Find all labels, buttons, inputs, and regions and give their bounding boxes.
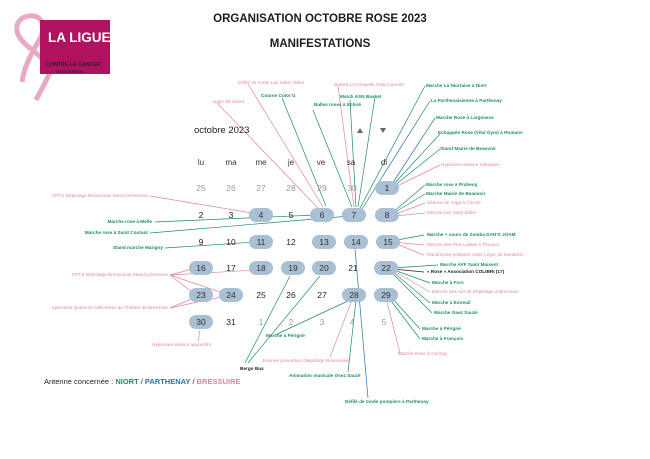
calendar-day[interactable]: 21 — [348, 263, 358, 273]
calendar-day[interactable]: 4 — [349, 317, 355, 327]
event-label: Marche AVF Saint Maixent — [440, 262, 499, 267]
event-label: Marche à Périgné — [422, 326, 461, 331]
event-label: Stand Mairie de Beauvoir — [440, 146, 497, 151]
calendar-day-event[interactable]: 13 — [312, 235, 336, 249]
event-label: Randonnée pédestre Saint Léger de Montbrun — [427, 252, 524, 257]
event-label: Marche rose à Saint Coutant — [84, 230, 148, 235]
event-label: CPTS Dépistage Bressuirais Stand prévention — [51, 193, 148, 198]
calendar-day[interactable]: 26 — [226, 183, 236, 193]
calendar-day[interactable]: 2 — [288, 317, 294, 327]
legend-parthenay: PARTHENAY — [144, 377, 191, 386]
calendar-day[interactable]: 17 — [226, 263, 236, 273]
weekday-label: di — [380, 158, 388, 167]
event-label: Marche Mairie de Beauvoir — [426, 191, 486, 196]
calendar-day[interactable]: 12 — [286, 237, 296, 247]
calendar-day[interactable]: 25 — [196, 183, 206, 193]
calendar-day-event[interactable]: 16 — [189, 261, 213, 275]
legend-prefix: Antenne concernée : — [44, 377, 116, 386]
calendar-day[interactable]: 28 — [286, 183, 296, 193]
event-label: CPTS Dépistage Bressuirais Stand prévention — [71, 272, 168, 277]
event-label: Journée prévention Dépistage Bressuirais — [262, 358, 350, 363]
event-label: Hypnoses séance relaxation — [441, 162, 500, 167]
calendar-day[interactable]: 5 — [288, 210, 294, 220]
event-label: Animation musicale Osez Sauzé — [289, 373, 361, 378]
event-label: Marche Osez Sauzé — [434, 310, 478, 315]
event-label: Défilé de mode Les Salon' Elles — [238, 80, 305, 85]
weekday-label: sa — [346, 158, 356, 167]
legend-niort: NIORT — [115, 377, 139, 386]
weekday-label: me — [255, 158, 267, 167]
calendar-day[interactable]: 25 — [256, 290, 266, 300]
weekday-label: ve — [316, 158, 326, 167]
calendar-day-event[interactable]: 23 — [189, 288, 213, 302]
calendar-day-event[interactable]: 11 — [249, 235, 273, 249]
calendar-day[interactable]: 26 — [286, 290, 296, 300]
event-label: Défilé de mode pompiers à Parthenay — [345, 399, 429, 404]
next-month-icon[interactable] — [380, 128, 386, 133]
event-label: Hypnoses séance aquasofrn — [152, 342, 212, 347]
legend-separator: / — [192, 377, 197, 386]
calendar-day-event[interactable]: 19 — [281, 261, 305, 275]
calendar-day-event[interactable]: 8 — [375, 208, 399, 222]
event-label: Marche La Niortaise à Niort — [426, 83, 487, 88]
calendar-day[interactable]: 5 — [381, 317, 387, 327]
weekday-label: ma — [225, 158, 237, 167]
event-label: Marche Rose à Cerizay — [398, 351, 447, 356]
calendar-day-event[interactable]: 29 — [374, 288, 398, 302]
prev-month-icon[interactable] — [357, 128, 363, 133]
event-label: Marche à Périgné — [266, 333, 305, 338]
event-label: Balles roses à Echiré — [314, 102, 362, 107]
event-label: Séance de Yoga à Clessé — [427, 200, 481, 205]
event-label: Aggis 28 Stand — [212, 99, 244, 104]
legend-bressuire: BRESSUIRE — [196, 377, 241, 386]
logo-subtitle: CONTRE LE CANCER — [46, 62, 101, 68]
calendar-day[interactable]: 30 — [347, 183, 357, 193]
page-subtitle: MANIFESTATIONS — [269, 38, 371, 50]
calendar-day[interactable]: 2 — [198, 210, 204, 220]
weekday-label: lu — [197, 158, 205, 167]
calendar-day-event[interactable]: 1 — [375, 181, 399, 195]
weekday-label: je — [287, 158, 295, 167]
calendar-day[interactable]: 29 — [317, 183, 327, 193]
logo-region: Deux-Sèvres — [56, 69, 84, 74]
event-label: Spectacle Quatorze millimètres au Théâtre de Bressuire — [51, 305, 168, 310]
calendar-day-event[interactable]: 4 — [249, 208, 273, 222]
calendar-day-event[interactable]: 7 — [342, 208, 366, 222]
legend-separator: / — [140, 377, 145, 386]
event-label: Course Color G — [261, 93, 296, 98]
event-label: La Parthenaisienne à Parthenay — [431, 98, 502, 103]
calendar-day[interactable]: 9 — [198, 237, 204, 247]
calendar-day-event[interactable]: 20 — [312, 261, 336, 275]
event-label: Bergo Bus — [240, 366, 264, 371]
event-label: Basket La Chapelle Saint Laurent — [334, 82, 404, 87]
calendar-month: octobre 2023 — [194, 125, 250, 136]
event-label: « Rose » Association COLIBRI (17) — [427, 269, 505, 274]
calendar-day[interactable]: 31 — [226, 317, 236, 327]
logo-title: LA LIGUE — [48, 30, 111, 45]
event-label: Marche à Exireuil — [432, 300, 471, 305]
event-label: Marche à François — [422, 336, 464, 341]
calendar-day-event[interactable]: 24 — [219, 288, 243, 302]
calendar-day[interactable]: 27 — [317, 290, 327, 300]
event-label: Match ASN Basket — [340, 94, 382, 99]
calendar-day-event[interactable]: 14 — [344, 235, 368, 249]
calendar-day[interactable]: 3 — [319, 317, 325, 327]
calendar-day-event[interactable]: 28 — [342, 288, 366, 302]
calendar-day[interactable]: 3 — [228, 210, 234, 220]
page-title: ORGANISATION OCTOBRE ROSE 2023 — [213, 13, 427, 25]
event-label: Marche des Pink Ladies à Thouars — [427, 242, 500, 247]
event-label: Marche Les Salon'Elles — [427, 210, 476, 215]
event-label: Marche à Fors — [432, 280, 464, 285]
event-label: Marche rose à Prahecq — [426, 182, 478, 187]
event-label: Marche + cours de Zumba DAN'S JOAM — [427, 232, 516, 237]
calendar-day[interactable]: 10 — [226, 237, 236, 247]
event-label: Marche des AZI de Dépistage à Bressuire — [432, 289, 519, 294]
calendar-day-event[interactable]: 30 — [189, 315, 213, 329]
calendar-day[interactable]: 27 — [256, 183, 266, 193]
calendar-day-event[interactable]: 18 — [249, 261, 273, 275]
event-label: Echappée Rose (Vital Gym) à Romans — [438, 130, 523, 135]
event-label: Marche Rose à Largeasse — [436, 115, 494, 120]
calendar-day-event[interactable]: 6 — [310, 208, 334, 222]
calendar-day[interactable]: 1 — [258, 317, 264, 327]
calendar-day-event[interactable]: 15 — [376, 235, 400, 249]
antenna-legend — [44, 377, 240, 386]
event-label: Marche rose à Melle — [107, 219, 152, 224]
calendar-day-event[interactable]: 22 — [374, 261, 398, 275]
event-label: Stand marché Marigny — [112, 245, 163, 250]
